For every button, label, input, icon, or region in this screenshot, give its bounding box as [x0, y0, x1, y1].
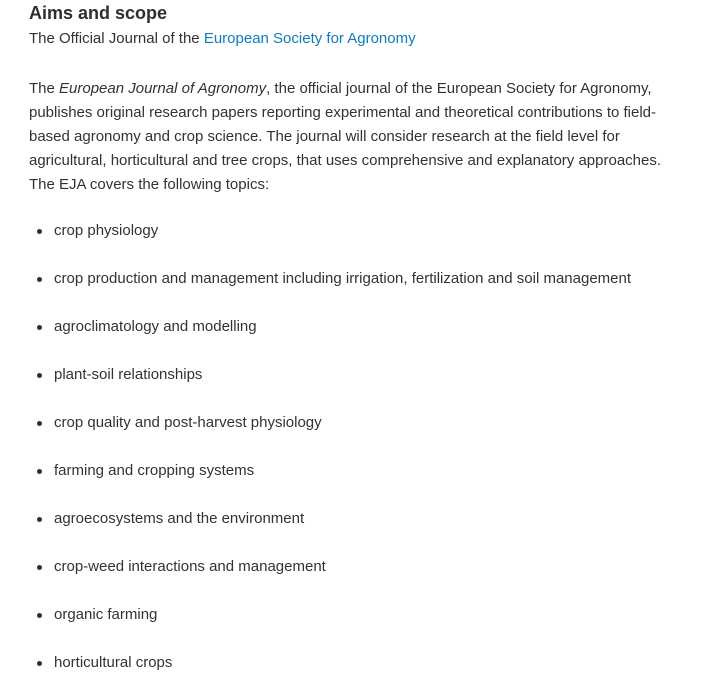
bullet-icon — [37, 661, 42, 666]
list-item — [0, 219, 631, 267]
topic-label: crop physiology — [54, 222, 159, 239]
description-line-1 — [29, 77, 689, 101]
list-item — [0, 651, 631, 699]
bullet-icon — [37, 517, 42, 522]
description-line-2: publishes original research papers reporting experimental and theoretical contributions to field- — [29, 104, 657, 121]
bullet-icon — [37, 277, 42, 282]
topic-label: crop production and management including irrigation, fertilization and soil management — [54, 270, 632, 287]
journal-description — [29, 77, 689, 197]
topics-list — [0, 219, 631, 699]
topic-label: agroecosystems and the environment — [54, 510, 305, 527]
bullet-icon — [37, 469, 42, 474]
list-item — [0, 315, 631, 363]
list-item — [0, 459, 631, 507]
description-line-4: agricultural, horticultural and tree crops, that uses comprehensive and explanatory approaches. — [29, 152, 662, 169]
description-line-5: The EJA covers the following topics: — [29, 176, 270, 193]
bullet-icon — [37, 421, 42, 426]
society-link[interactable]: European Society for Agronomy — [203, 30, 416, 47]
bullet-icon — [37, 325, 42, 330]
topic-label: horticultural crops — [54, 654, 173, 671]
topic-label: crop quality and post-harvest physiology — [54, 414, 322, 431]
list-item — [0, 411, 631, 459]
bullet-icon — [37, 229, 42, 234]
topic-label: farming and cropping systems — [54, 462, 255, 479]
journal-name: European Journal of Agronomy — [59, 80, 267, 97]
list-item — [0, 555, 631, 603]
subtitle-prefix: The Official Journal of the — [29, 30, 204, 47]
bullet-icon — [37, 613, 42, 618]
description-line-1-rest: , the official journal of the European Society for Agronomy, — [266, 80, 652, 97]
list-item — [0, 267, 631, 315]
topic-label: crop-weed interactions and management — [54, 558, 326, 575]
bullet-icon — [37, 373, 42, 378]
section-title: Aims and scope — [29, 3, 168, 23]
topic-label: agroclimatology and modelling — [54, 318, 257, 335]
list-item — [0, 603, 631, 651]
section-subtitle — [29, 29, 416, 49]
description-prefix: The — [29, 80, 60, 97]
topic-label: organic farming — [54, 606, 158, 623]
list-item — [0, 363, 631, 411]
description-line-3: based agronomy and crop science. The journal will consider research at the field level for — [29, 128, 620, 145]
bullet-icon — [37, 565, 42, 570]
list-item — [0, 507, 631, 555]
topic-label: plant-soil relationships — [54, 366, 203, 383]
